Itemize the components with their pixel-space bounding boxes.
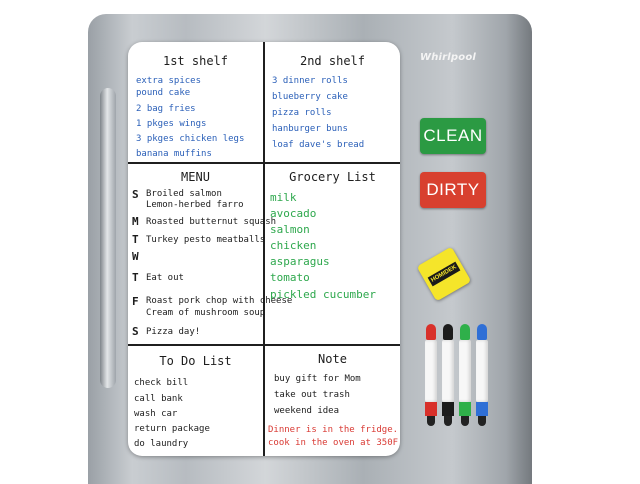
todo-item: do laundry bbox=[134, 439, 189, 449]
menu-entry: Cream of mushroom soup bbox=[146, 308, 266, 318]
brand-logo: Whirlpool bbox=[420, 52, 477, 63]
shelf1-title: 1st shelf bbox=[162, 54, 229, 68]
shelf2-item: blueberry cake bbox=[272, 92, 348, 102]
todo-item: wash car bbox=[134, 409, 178, 419]
grocery-item: chicken bbox=[270, 239, 317, 252]
menu-day: T bbox=[132, 233, 139, 246]
shelf1-item: 3 pkges chicken legs bbox=[136, 134, 245, 144]
menu-entry: Lemon-herbed farro bbox=[146, 200, 244, 210]
shelf2-item: hanburger buns bbox=[272, 124, 348, 134]
shelf2-item: 3 dinner rolls bbox=[272, 76, 348, 86]
clean-magnet: CLEAN bbox=[420, 118, 486, 154]
shelf2-title: 2nd shelf bbox=[299, 54, 366, 68]
menu-day: S bbox=[132, 188, 139, 201]
shelf1-item: 1 pkges wings bbox=[136, 119, 207, 129]
grid-horizontal-line-2 bbox=[128, 344, 400, 346]
eraser-label: HOMIDEK bbox=[428, 262, 461, 287]
note-title: Note bbox=[318, 352, 347, 366]
note-reminder: Dinner is in the fridge. bbox=[268, 425, 399, 435]
todo-item: call bank bbox=[134, 394, 183, 404]
menu-entry: Turkey pesto meatballs bbox=[146, 235, 266, 245]
marker-cap bbox=[443, 324, 453, 340]
shelf2-item: loaf dave's bread bbox=[272, 140, 365, 150]
shelf1-item: 2 bag fries bbox=[136, 104, 196, 114]
marker-band bbox=[459, 402, 471, 416]
marker-cap bbox=[460, 324, 470, 340]
door-edge-shadow bbox=[506, 14, 532, 484]
menu-entry: Roast pork chop with cheese bbox=[146, 296, 293, 306]
marker-barrel bbox=[425, 340, 437, 402]
marker-band bbox=[442, 402, 454, 416]
refrigerator-handle bbox=[100, 88, 116, 388]
note-item: weekend idea bbox=[274, 406, 340, 416]
shelf1-item: banana muffins bbox=[136, 149, 212, 159]
marker-tip bbox=[444, 416, 452, 426]
menu-title: MENU bbox=[181, 170, 210, 184]
marker-tip bbox=[427, 416, 435, 426]
marker-tip bbox=[461, 416, 469, 426]
grocery-title: Grocery List bbox=[289, 170, 376, 184]
grocery-item: avocado bbox=[270, 207, 317, 220]
marker-barrel bbox=[442, 340, 454, 402]
marker-cap bbox=[426, 324, 436, 340]
marker-barrel bbox=[459, 340, 471, 402]
marker-band bbox=[476, 402, 488, 416]
note-item: buy gift for Mom bbox=[274, 374, 361, 384]
note-reminder: cook in the oven at 350F bbox=[268, 438, 399, 448]
menu-entry: Broiled salmon bbox=[146, 189, 222, 199]
marker-band bbox=[425, 402, 437, 416]
grid-horizontal-line-1 bbox=[128, 162, 400, 164]
grocery-item: salmon bbox=[270, 223, 310, 236]
dirty-magnet: DIRTY bbox=[420, 172, 486, 208]
shelf1-item: extra spices bbox=[136, 76, 202, 86]
menu-day: M bbox=[132, 215, 139, 228]
marker-cap bbox=[477, 324, 487, 340]
grocery-item: milk bbox=[270, 191, 297, 204]
menu-entry: Pizza day! bbox=[146, 327, 201, 337]
grocery-item: asparagus bbox=[270, 255, 330, 268]
menu-entry: Roasted butternut squash bbox=[146, 217, 277, 227]
shelf1-item: pound cake bbox=[136, 88, 191, 98]
note-item: take out trash bbox=[274, 390, 350, 400]
menu-day: T bbox=[132, 271, 139, 284]
marker-barrel bbox=[476, 340, 488, 402]
grid-vertical-line bbox=[263, 42, 265, 456]
todo-item: return package bbox=[134, 424, 210, 434]
whiteboard bbox=[128, 42, 400, 456]
menu-day: S bbox=[132, 325, 139, 338]
marker-tip bbox=[478, 416, 486, 426]
shelf2-item: pizza rolls bbox=[272, 108, 332, 118]
grocery-item: pickled cucumber bbox=[270, 288, 376, 301]
menu-day: F bbox=[132, 295, 139, 308]
todo-title: To Do List bbox=[159, 354, 232, 368]
todo-item: check bill bbox=[134, 378, 189, 388]
menu-entry: Eat out bbox=[146, 273, 184, 283]
menu-day: W bbox=[132, 250, 139, 263]
grocery-item: tomato bbox=[270, 271, 310, 284]
